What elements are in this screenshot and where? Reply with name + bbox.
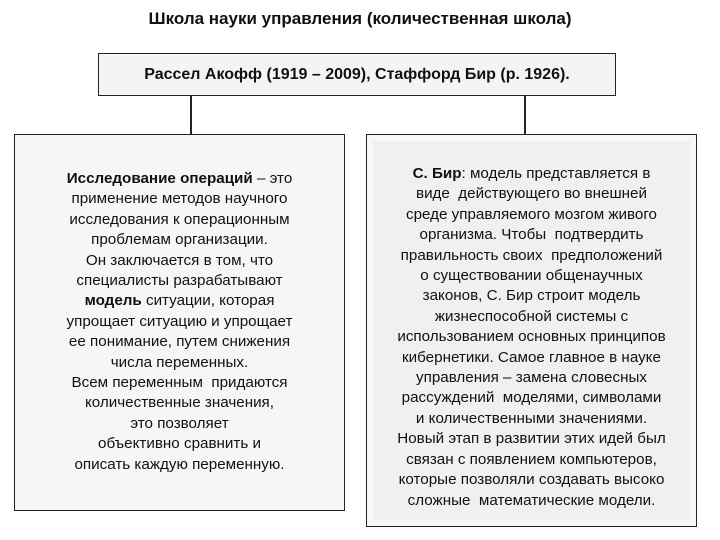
text-line: законов, С. Бир строит модель xyxy=(422,287,641,305)
text-line: ее понимание, путем снижения xyxy=(68,333,291,351)
text-line: использованием основных принципов xyxy=(397,328,666,346)
text-line: которые позволяли создавать высоко xyxy=(398,471,665,489)
page-title: Школа науки управления (количественная школа) xyxy=(148,9,572,28)
text-line xyxy=(15,169,344,189)
text-line xyxy=(15,291,344,311)
text-line: управления – замена словесных xyxy=(416,369,647,387)
text-line: исследования к операционным xyxy=(69,210,290,228)
text-fragment: – это xyxy=(252,170,293,187)
text-line: кибернетики. Самое главное в науке xyxy=(402,348,661,366)
connector-line-right xyxy=(524,96,526,134)
text-line: Всем переменным придаются xyxy=(71,374,288,392)
connector-line-left xyxy=(190,96,192,134)
text-line: Он заключается в том, что xyxy=(85,251,274,269)
text-line: упрощает ситуацию и упрощает xyxy=(66,312,293,330)
text-line: и количественными значениями. xyxy=(415,409,648,427)
text-line: применение методов научного xyxy=(71,190,288,208)
operations-research-box xyxy=(14,134,345,511)
term-bold: С. Бир xyxy=(412,165,462,182)
text-line: организма. Чтобы подтвердить xyxy=(419,226,644,244)
text-line: связан с появлением компьютеров, xyxy=(406,450,657,468)
text-line: количественные значения, xyxy=(84,394,275,412)
term-bold: Исследование операций xyxy=(66,170,253,187)
founders-box: Рассел Акофф (1919 – 2009), Стаффорд Бир (р. 1926). xyxy=(98,53,616,96)
text-line: специалисты разрабатывают xyxy=(76,272,283,290)
text-line: виде действующего во внешней xyxy=(416,185,647,203)
text-line: о существовании общенаучных xyxy=(420,267,643,285)
text-line: описать каждую переменную. xyxy=(74,455,285,473)
text-line: правильность своих предположений xyxy=(400,246,663,264)
text-line xyxy=(367,164,696,184)
text-line: числа переменных. xyxy=(110,353,249,371)
text-line: рассуждений моделями, символами xyxy=(401,389,662,407)
text-line: среде управляемого мозгом живого xyxy=(405,205,658,223)
beer-model-box xyxy=(366,134,697,527)
model-bold: модель xyxy=(84,292,142,310)
text-line: объективно сравнить и xyxy=(98,435,261,453)
text-fragment: : модель представляется в xyxy=(461,165,651,182)
text-line: сложные математические модели. xyxy=(407,491,656,509)
text-line: Новый этап в развитии этих идей был xyxy=(397,430,666,448)
text-fragment: ситуации, которая xyxy=(141,292,275,310)
text-line: проблемам организации. xyxy=(91,231,268,249)
text-line: это позволяет xyxy=(130,414,229,432)
text-line: жизнеспособной системы с xyxy=(434,307,629,325)
